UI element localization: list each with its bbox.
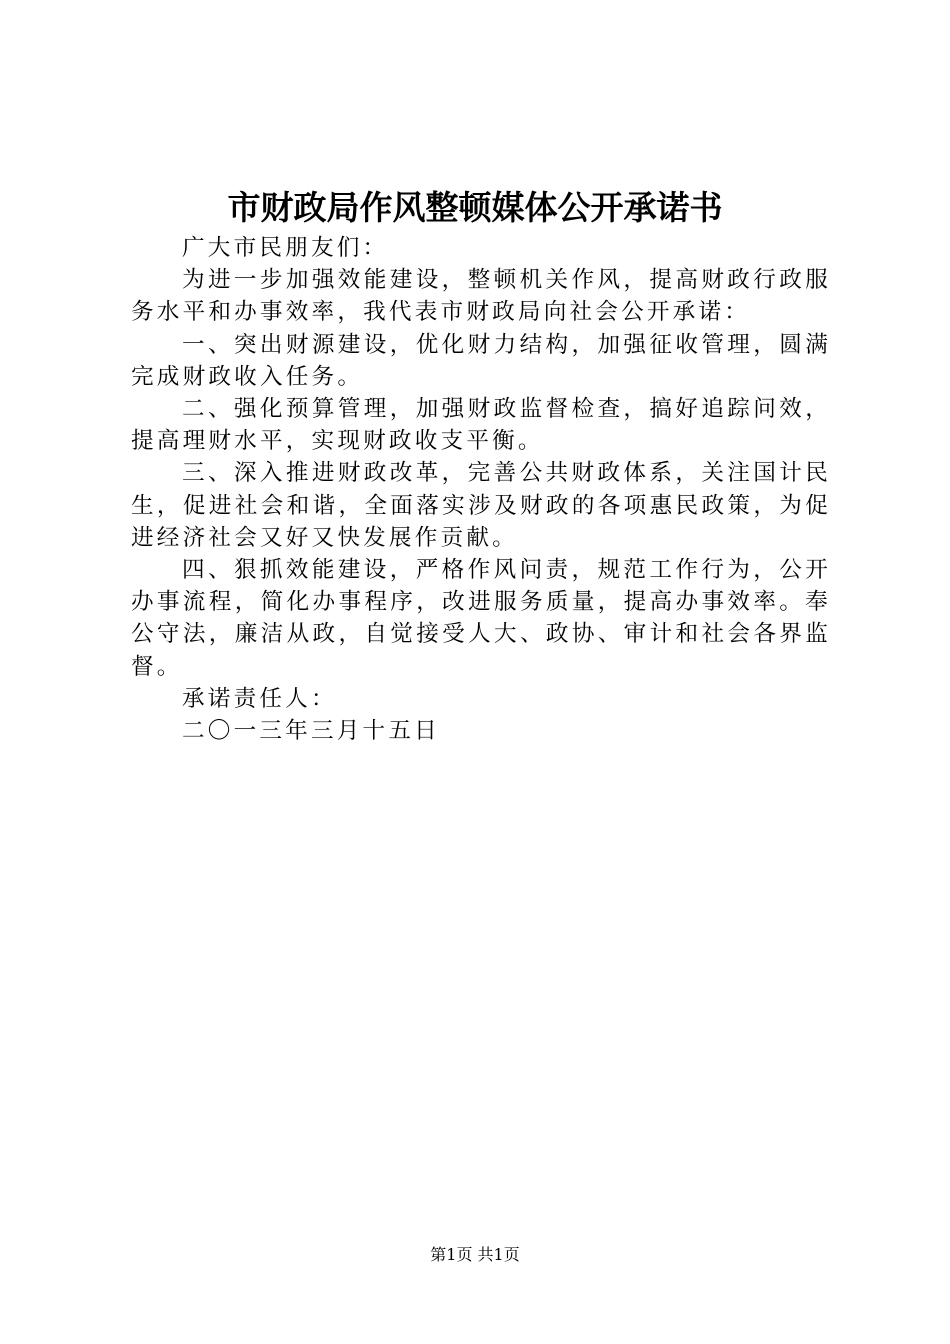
document-title: 市财政局作风整顿媒体公开承诺书	[227, 188, 723, 227]
document-date: 二〇一三年三月十五日	[182, 718, 440, 745]
paragraph-item-2: 二、强化预算管理，加强财政监督检查，搞好追踪问效，提高理财水平，实现财政收支平衡。	[131, 396, 831, 455]
paragraph-intro: 为进一步加强效能建设，整顿机关作风，提高财政行政服务水平和办事效率，我代表市财政局向社会公开承诺：	[131, 267, 831, 326]
document-body	[131, 232, 831, 747]
paragraph-item-4: 四、狠抓效能建设，严格作风问责，规范工作行为，公开办事流程，简化办事程序，改进服务质量，提高办事效率。奉公守法，廉洁从政，自觉接受人大、政协、审计和社会各界监督。	[131, 557, 831, 680]
salutation: 广大市民朋友们：	[182, 235, 389, 261]
page-footer: 第1页 共1页	[430, 1245, 520, 1264]
paragraph-item-3: 三、深入推进财政改革，完善公共财政体系，关注国计民生，促进社会和谐，全面落实涉及财政的各项惠民政策，为促进经济社会又好又快发展作贡献。	[131, 460, 831, 551]
signatory-label: 承诺责任人：	[182, 685, 337, 712]
paragraph-item-1: 一、突出财源建设，优化财力结构，加强征收管理，圆满完成财政收入任务。	[131, 331, 831, 390]
